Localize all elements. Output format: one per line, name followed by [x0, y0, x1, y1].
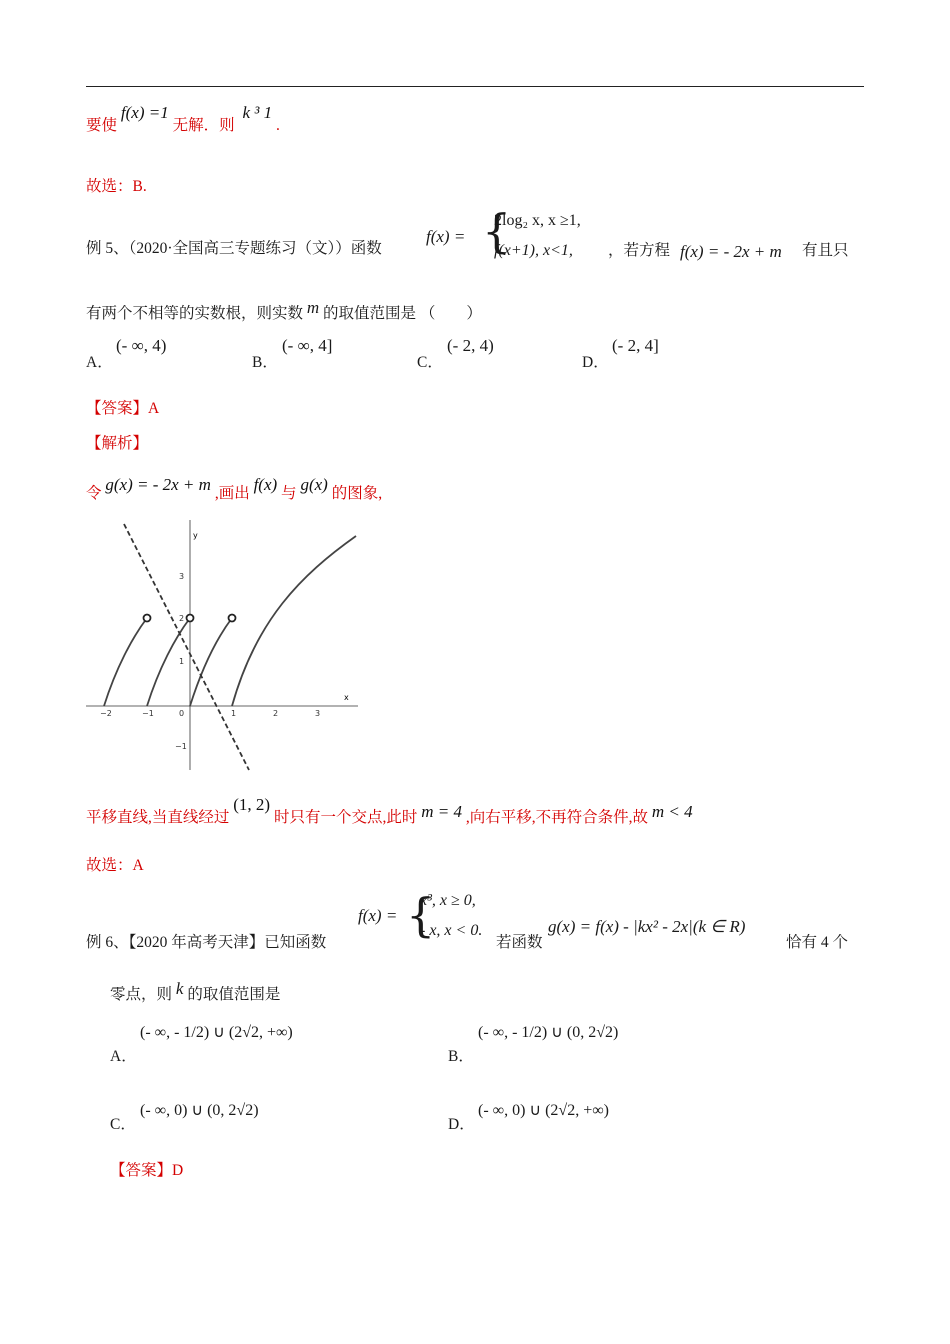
- option-value: (- ∞, 0) ∪ (0, 2√2): [140, 1102, 259, 1119]
- x-axis-label: x: [344, 693, 349, 702]
- y-axis-label: y: [193, 531, 198, 540]
- ex6-option-b[interactable]: [448, 1044, 474, 1066]
- ex5-analysis-label: 【解析】: [86, 435, 149, 452]
- ex5-case1: 2log₂ x, x ≥1,: [494, 212, 581, 229]
- ex6-fx: f(x) =: [358, 906, 398, 925]
- ex5-equation: f(x) = - 2x + m: [680, 242, 782, 261]
- ex5-line-2: [86, 298, 482, 325]
- shift-c: ,向右平移,不再符合条件,故: [465, 809, 648, 826]
- ex6-option-c[interactable]: [110, 1112, 136, 1134]
- y-tick-label: 2: [179, 614, 185, 623]
- ex5-tail: 有且只: [802, 242, 849, 259]
- x-tick-label: 0: [179, 709, 185, 718]
- ex5-answer: [86, 398, 159, 420]
- line1-eq: f(x) =1: [120, 103, 169, 122]
- answer-label: 【答案】: [110, 1162, 173, 1179]
- ex5-fx: f(x) =: [426, 227, 466, 246]
- answer-value: D: [172, 1162, 184, 1179]
- y-tick-label: −1: [175, 742, 187, 751]
- ex6-label: 例 6、: [86, 934, 129, 951]
- option-value: (- ∞, 4): [116, 336, 167, 355]
- option-letter: B．: [252, 354, 278, 371]
- y-tick-label: 3: [179, 572, 185, 581]
- ex5-brace: {: [482, 204, 512, 258]
- option-letter: B．: [448, 1048, 474, 1065]
- ex5-option-c[interactable]: [417, 350, 443, 372]
- ex6-line-2: [110, 979, 281, 1006]
- option-value: (- ∞, 4]: [282, 336, 333, 355]
- ex6-tail: 恰有 4 个: [786, 934, 849, 951]
- open-point: [144, 615, 151, 622]
- ex5-option-b[interactable]: [252, 350, 278, 372]
- analysis-f: f(x): [253, 475, 278, 494]
- ex5-line2-b: 的取值范围是 （ ）: [323, 305, 482, 322]
- text-line-2: 故选：B.: [86, 178, 147, 195]
- option-letter: D．: [582, 354, 609, 371]
- function-graph: [86, 520, 361, 772]
- answer-value: A: [148, 400, 160, 417]
- option-letter: C．: [110, 1116, 136, 1133]
- text-line-1: [86, 103, 280, 137]
- shift-m2: m < 4: [651, 802, 693, 821]
- option-letter: D．: [448, 1116, 475, 1133]
- option-letter: C．: [417, 354, 443, 371]
- ex6-line2-a: 零点，则: [110, 986, 173, 1003]
- line1-mid: 无解．则: [172, 117, 235, 134]
- option-value: (- ∞, - 1/2) ∪ (2√2, +∞): [140, 1024, 293, 1041]
- line1-k: k ³ 1: [242, 103, 273, 122]
- ex5-choose: 故选：A: [86, 857, 144, 874]
- ex5-mid: ，若方程: [608, 242, 671, 259]
- option-letter: A．: [110, 1048, 137, 1065]
- curve-log-branch: [232, 536, 356, 706]
- analysis-g2: g(x): [300, 475, 328, 494]
- ex6-g: g(x) = f(x) - |kx² - 2x|(k ∈ R): [548, 917, 746, 936]
- shift-a: 平移直线,当直线经过: [86, 809, 230, 826]
- ex5-analysis-line: [86, 475, 383, 505]
- ex5-source: （2020·全国高三专题练习（文））函数: [128, 240, 382, 257]
- shift-m: m = 4: [421, 802, 462, 821]
- open-point: [229, 615, 236, 622]
- ex5-m: m: [306, 298, 320, 317]
- analysis-a: 令: [86, 485, 102, 502]
- ex5-line-1: [86, 238, 382, 260]
- ex6-source: 【2020 年高考天津】已知函数: [128, 934, 327, 951]
- ex5-option-a[interactable]: [86, 350, 113, 372]
- answer-label: 【答案】: [86, 400, 149, 417]
- option-value: (- 2, 4): [447, 336, 494, 355]
- option-value: (- ∞, - 1/2) ∪ (0, 2√2): [478, 1024, 619, 1041]
- y-tick-label: 1: [179, 657, 185, 666]
- curve-segment-3: [190, 618, 232, 706]
- line1-end: .: [276, 117, 280, 134]
- header-rule: [86, 86, 864, 87]
- analysis-c: 与: [281, 485, 297, 502]
- analysis-b: ,画出: [214, 485, 250, 502]
- analysis-g: g(x) = - 2x + m: [105, 475, 211, 494]
- ex6-brace: {: [406, 888, 436, 942]
- shift-point: (1, 2): [233, 795, 271, 814]
- ex6-option-a[interactable]: [110, 1044, 137, 1066]
- ex6-option-d[interactable]: [448, 1112, 475, 1134]
- ex6-case2: - x, x < 0.: [420, 922, 483, 939]
- curve-segment-1: [104, 618, 147, 706]
- dashed-line-g: [124, 524, 249, 770]
- x-tick-label: 1: [231, 709, 237, 718]
- ex5-shift-line: [86, 795, 693, 829]
- x-tick-label: 2: [273, 709, 279, 718]
- ex6-case1: x³, x ≥ 0,: [420, 892, 476, 909]
- ex5-case2: f(x+1), x<1,: [494, 242, 573, 259]
- ex6-k: k: [175, 979, 184, 998]
- ex6-mid: 若函数: [496, 934, 543, 951]
- ex6-line-1: [86, 932, 326, 954]
- ex5-line2-a: 有两个不相等的实数根，则实数: [86, 305, 304, 322]
- ex6-line2-b: 的取值范围是: [187, 986, 281, 1003]
- x-tick-label: −2: [100, 709, 112, 718]
- option-value: (- ∞, 0) ∪ (2√2, +∞): [478, 1102, 609, 1119]
- ex5-label: 例 5、: [86, 240, 129, 257]
- x-tick-label: 3: [315, 709, 321, 718]
- shift-b: 时只有一个交点,此时: [273, 809, 418, 826]
- line1-prefix: 要使: [86, 117, 118, 134]
- ex5-option-d[interactable]: [582, 350, 609, 372]
- option-letter: A．: [86, 354, 113, 371]
- option-value: (- 2, 4]: [612, 336, 659, 355]
- open-point: [187, 615, 194, 622]
- x-tick-label: −1: [142, 709, 154, 718]
- ex6-answer: [110, 1160, 183, 1182]
- analysis-d: 的图象,: [331, 485, 383, 502]
